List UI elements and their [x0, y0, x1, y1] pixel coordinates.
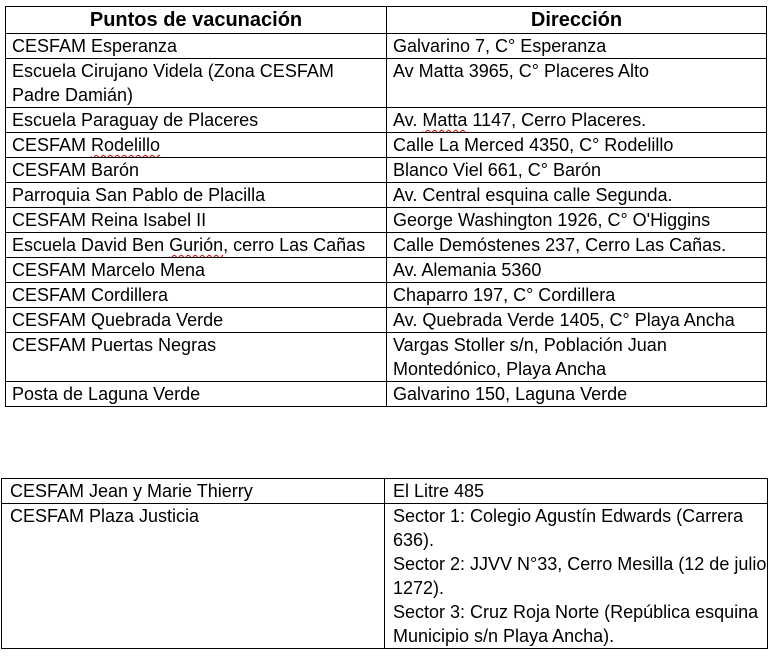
table-header-row: [6, 7, 767, 34]
place-cell: CESFAM Quebrada Verde: [6, 308, 387, 333]
address-cell: Vargas Stoller s/n, Población Juan Montedónico, Playa Ancha: [387, 333, 767, 382]
address-text: 1147, Cerro Placeres.: [467, 110, 647, 130]
place-cell: [6, 133, 387, 158]
place-cell: CESFAM Jean y Marie Thierry: [2, 479, 385, 504]
place-cell: CESFAM Reina Isabel II: [6, 208, 387, 233]
address-cell: Chaparro 197, C° Cordillera: [387, 283, 767, 308]
place-cell: CESFAM Marcelo Mena: [6, 258, 387, 283]
place-cell: CESFAM Plaza Justicia: [2, 504, 385, 649]
spellcheck-word: Rodelillo: [91, 135, 161, 155]
address-line: Sector 2: JJVV N°33, Cerro Mesilla (12 de julio 1272).: [393, 554, 767, 598]
place-text: CESFAM: [12, 135, 92, 155]
table-row: [6, 233, 767, 258]
vaccination-points-table: [5, 6, 767, 407]
address-cell: [387, 108, 767, 133]
table-row: [6, 208, 767, 233]
place-cell: CESFAM Puertas Negras: [6, 333, 387, 382]
place-cell: Escuela Cirujano Videla (Zona CESFAM Padre Damián): [6, 59, 387, 108]
table-row: [6, 133, 767, 158]
place-text: Escuela David Ben: [12, 235, 170, 255]
place-cell: CESFAM Cordillera: [6, 283, 387, 308]
spellcheck-word: Matta: [422, 110, 468, 130]
address-cell: Av. Central esquina calle Segunda.: [387, 183, 767, 208]
header-address: Dirección: [387, 7, 767, 34]
address-cell: Av Matta 3965, C° Placeres Alto: [387, 59, 767, 108]
table-row: [6, 308, 767, 333]
place-cell: CESFAM Barón: [6, 158, 387, 183]
address-cell: El Litre 485: [385, 479, 768, 504]
place-cell: CESFAM Esperanza: [6, 34, 387, 59]
table-row: [6, 258, 767, 283]
address-cell: Av. Quebrada Verde 1405, C° Playa Ancha: [387, 308, 767, 333]
table-row: [6, 59, 767, 108]
place-cell: Parroquia San Pablo de Placilla: [6, 183, 387, 208]
address-cell: Galvarino 7, C° Esperanza: [387, 34, 767, 59]
table-row: [2, 479, 768, 504]
address-cell: Av. Alemania 5360: [387, 258, 767, 283]
table-row: [6, 183, 767, 208]
table-row: [6, 333, 767, 382]
address-line: Sector 1: Colegio Agustín Edwards (Carrera 636).: [393, 506, 744, 550]
spellcheck-word: Gurión: [169, 235, 224, 255]
address-cell: Calle La Merced 4350, C° Rodelillo: [387, 133, 767, 158]
address-cell: Calle Demóstenes 237, Cerro Las Cañas.: [387, 233, 767, 258]
table-row: [6, 34, 767, 59]
place-text: , cerro Las Cañas: [223, 235, 366, 255]
address-cell: [385, 504, 768, 649]
address-cell: Blanco Viel 661, C° Barón: [387, 158, 767, 183]
address-cell: George Washington 1926, C° O'Higgins: [387, 208, 767, 233]
table-row: [6, 158, 767, 183]
header-place: Puntos de vacunación: [6, 7, 387, 34]
place-cell: [6, 233, 387, 258]
vaccination-points-table-continued: [1, 478, 768, 649]
table-row: [6, 108, 767, 133]
table-row: [2, 504, 768, 649]
place-cell: Posta de Laguna Verde: [6, 382, 387, 407]
place-cell: Escuela Paraguay de Placeres: [6, 108, 387, 133]
table-row: [6, 382, 767, 407]
address-cell: Galvarino 150, Laguna Verde: [387, 382, 767, 407]
address-line: Sector 3: Cruz Roja Norte (República esquina Municipio s/n Playa Ancha).: [393, 602, 759, 646]
address-text: Av.: [393, 110, 423, 130]
table-row: [6, 283, 767, 308]
